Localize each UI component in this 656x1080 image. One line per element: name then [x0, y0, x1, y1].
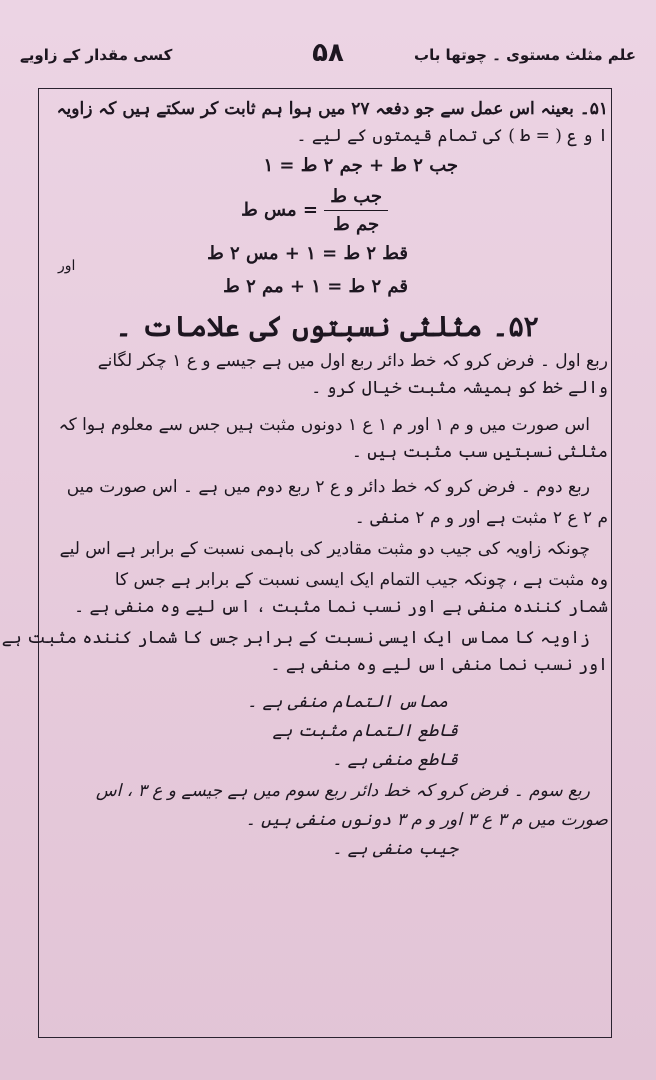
formula-1: جب ۲ ط + جم ۲ ط = ۱	[263, 155, 458, 176]
q2-line9: قاطع التمام مثبت ہے	[272, 721, 458, 741]
formula-2-denominator: جم ط	[333, 214, 380, 235]
q2-line3: چونکہ زاویہ کی جیب دو مثبت مقادیر کی باہمی نسبت کے برابر ہے اس لیے	[59, 539, 590, 559]
chapter-heading: علم مثلث مستوی ۔ چوتھا باب	[414, 46, 636, 64]
formula-2-numerator: جب ط	[324, 183, 388, 211]
formula-2-rhs: = مس ط	[241, 199, 318, 221]
q2-line4: وہ مثبت ہے ، چونکہ جیب التمام ایک ایسی نسبت کے برابر ہے جس کا	[114, 570, 608, 590]
and-label: اور	[58, 258, 76, 274]
formula-3: قط ۲ ط = ۱ + مس ۲ ط	[207, 243, 408, 264]
q2-line5: شمار کنندہ منفی ہے اور نسب نما مثبت ، اس لیے وہ منفی ہے ۔	[74, 597, 608, 617]
q2-line10: قاطع منفی ہے ۔	[332, 750, 458, 770]
q2-line6: زاویہ کا مماس ایک ایسی نسبت کے برابر جس کا شمار کنندہ مثبت ہے	[1, 628, 590, 648]
para51-line1: ۵۱۔ بعینہ اس عمل سے جو دفعہ ۲۷ میں ہوا ہم ثابت کر سکتے ہیں کہ زاویہ	[56, 99, 608, 119]
q3-line2: صورت میں م ۳ ع ۳ اور و م ۳ دونوں منفی ہیں ۔	[245, 810, 608, 830]
q2-line1: ربع دوم ۔ فرض کرو کہ خط دائر و ع ۲ ربع دوم میں ہے ۔ اس صورت میں	[66, 477, 590, 497]
para51-line2: ا و ع ( = ط ) کی تمام قیمتوں کے لیے ۔	[296, 126, 608, 146]
formula-2-fraction	[324, 183, 388, 238]
and-row	[46, 258, 608, 279]
q3-line3: جیب منفی ہے ۔	[332, 839, 458, 859]
page-header	[20, 38, 636, 74]
page-body	[1, 96, 608, 863]
q1-line3: اس صورت میں و م ۱ اور م ۱ ع ۱ دونوں مثبت ہیں جس سے معلوم ہوا کہ	[58, 415, 590, 435]
q2-line2: م ۲ ع ۲ مثبت ہے اور و م ۲ منفی ۔	[354, 508, 608, 528]
formula-2	[46, 183, 608, 238]
q2-line8: مماس التمام منفی ہے ۔	[247, 692, 448, 712]
q1-line4: مثلثی نسبتیں سب مثبت ہیں ۔	[351, 442, 608, 462]
q1-line2: والے خط کو ہمیشہ مثبت خیال کرو ۔	[311, 378, 608, 398]
topic-heading: کسی مقدار کے زاویے	[20, 46, 173, 64]
page-number: ۵۸	[312, 38, 344, 68]
q1-line1: ربع اول ۔ فرض کرو کہ خط دائر ربع اول میں ہے جیسے و ع ۱ چکر لگانے	[97, 351, 608, 371]
q3-line1: ربع سوم ۔ فرض کرو کہ خط دائر ربع سوم میں ہے جیسے و ع ۳ ، اس	[95, 781, 590, 801]
section-52-title: ۵۲۔ مثلثی نسبتوں کی علامات ۔	[115, 310, 539, 343]
formula-4: قم ۲ ط = ۱ + مم ۲ ط	[223, 276, 408, 297]
q2-line7: اور نسب نما منفی اس لیے وہ منفی ہے ۔	[270, 655, 608, 675]
